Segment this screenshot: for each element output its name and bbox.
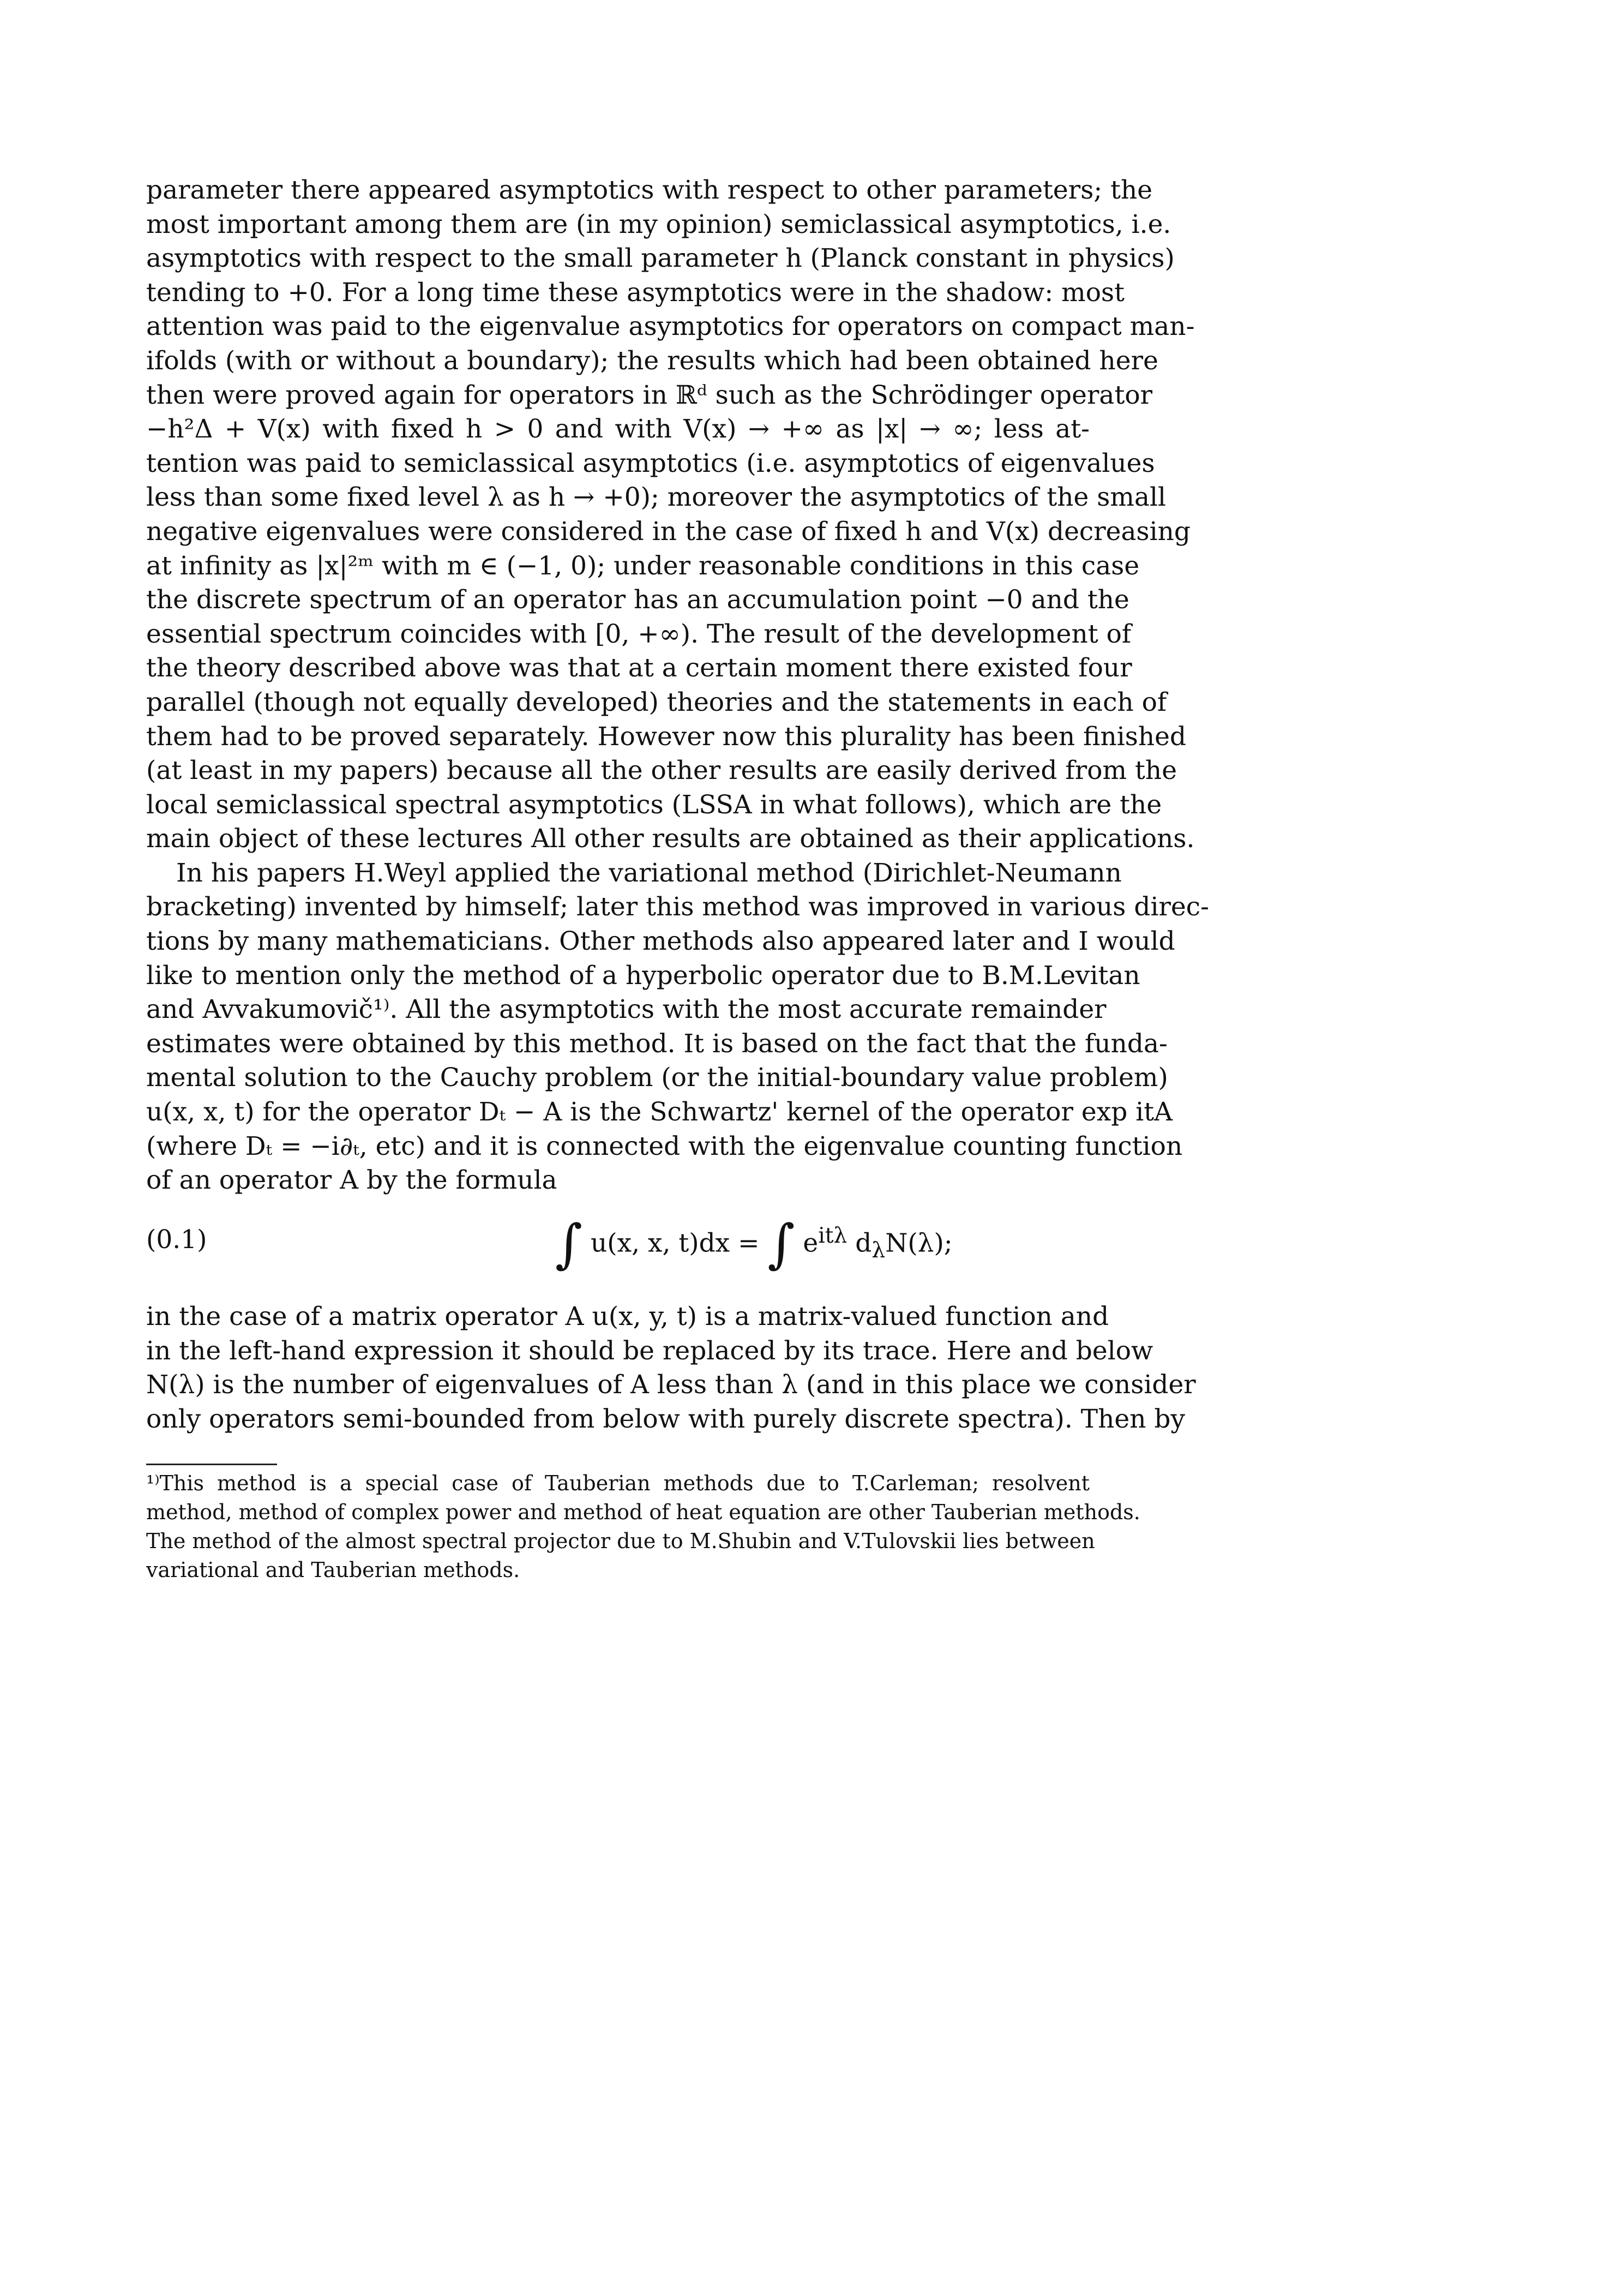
text-line: parameter there appeared asymptotics with respect to other parameters; the <box>146 175 1153 205</box>
text-line: the discrete spectrum of an operator has an accumulation point −0 and the <box>146 585 1129 615</box>
text-line: at infinity as |x|²ᵐ with m ∈ (−1, 0); under reasonable conditions in this case <box>146 550 1140 581</box>
text-line: N(λ) is the number of eigenvalues of A less than λ (and in this place we consider <box>146 1370 1196 1400</box>
text-line: attention was paid to the eigenvalue asymptotics for operators on compact man- <box>146 311 1195 342</box>
text-line: then were proved again for operators in ℝᵈ such as the Schrödinger operator <box>146 380 1153 410</box>
equation-body <box>555 1213 953 1274</box>
text-line: parallel (though not equally developed) theories and the statements in each of <box>146 687 1167 717</box>
footnote-line: ¹⁾This method is a special case of Tauberian methods due to T.Carleman; resolvent <box>146 1471 1090 1495</box>
footnote <box>146 1469 1140 1585</box>
text-line: main object of these lectures All other results are obtained as their applications. <box>146 824 1195 854</box>
text-line: (where Dₜ = −i∂ₜ, etc) and it is connected with the eigenvalue counting function <box>146 1131 1183 1161</box>
footnote-line: The method of the almost spectral projector due to M.Shubin and V.Tulovskii lies between <box>146 1529 1095 1553</box>
text-line: most important among them are (in my opinion) semiclassical asymptotics, i.e. <box>146 209 1171 239</box>
text-line: mental solution to the Cauchy problem (or the initial-boundary value problem) <box>146 1063 1168 1093</box>
footnote-line: variational and Tauberian methods. <box>146 1558 520 1582</box>
text-line: essential spectrum coincides with [0, +∞). The result of the development of <box>146 619 1132 649</box>
equation-exp-sup: itλ <box>818 1224 847 1248</box>
text-line: asymptotics with respect to the small parameter h (Planck constant in physics) <box>146 243 1175 274</box>
text-line: of an operator A by the formula <box>146 1165 557 1196</box>
text-line: in the left-hand expression it should be replaced by its trace. Here and below <box>146 1335 1153 1366</box>
footnote-line: method, method of complex power and method of heat equation are other Tauberian methods. <box>146 1500 1140 1524</box>
equation-number: (0.1) <box>146 1225 207 1255</box>
text-line: only operators semi-bounded from below with purely discrete spectra). Then by <box>146 1404 1186 1434</box>
equation-lhs: u(x, x, t)dx = <box>590 1228 760 1258</box>
equation-tail: N(λ); <box>885 1228 953 1258</box>
paragraph-3 <box>146 1300 1196 1436</box>
text-line: the theory described above was that at a certain moment there existed four <box>146 653 1132 684</box>
text-line: less than some fixed level λ as h → +0); moreover the asymptotics of the small <box>146 482 1167 513</box>
text-line: like to mention only the method of a hyperbolic operator due to B.M.Levitan <box>146 960 1140 991</box>
equation-0-1 <box>146 1208 1090 1274</box>
text-line: ifolds (with or without a boundary); the results which had been obtained here <box>146 345 1158 376</box>
integral-sign: ∫ <box>555 1213 583 1274</box>
text-line: them had to be proved separately. However now this plurality has been finished <box>146 721 1187 752</box>
text-line: in the case of a matrix operator A u(x, y, t) is a matrix-valued function and <box>146 1302 1109 1332</box>
text-line: tention was paid to semiclassical asymptotics (i.e. asymptotics of eigenvalues <box>146 448 1155 478</box>
paragraph-1 <box>146 173 1209 1198</box>
equation-exp-base: e <box>803 1228 819 1258</box>
text-line: −h²Δ + V(x) with fixed h > 0 and with V(x) → +∞ as |x| → ∞; less at- <box>146 414 1090 445</box>
integral-sign: ∫ <box>767 1213 795 1274</box>
text-line: local semiclassical spectral asymptotics (LSSA in what follows), which are the <box>146 789 1162 820</box>
text-line: negative eigenvalues were considered in the case of fixed h and V(x) decreasing <box>146 516 1191 547</box>
text-line: (at least in my papers) because all the other results are easily derived from the <box>146 756 1177 786</box>
text-line: and Avvakumovič¹⁾. All the asymptotics with the most accurate remainder <box>146 994 1107 1025</box>
text-line: estimates were obtained by this method. It is based on the fact that the funda- <box>146 1028 1168 1059</box>
equation-diff-sub: λ <box>871 1238 886 1263</box>
text-line: In his papers H.Weyl applied the variational method (Dirichlet-Neumann <box>176 858 1122 888</box>
text-line: tending to +0. For a long time these asymptotics were in the shadow: most <box>146 277 1125 308</box>
footnote-rule <box>146 1464 277 1465</box>
text-line: bracketing) invented by himself; later this method was improved in various direc- <box>146 892 1209 922</box>
equation-diff: d <box>855 1228 872 1258</box>
text-line: tions by many mathematicians. Other methods also appeared later and I would <box>146 926 1175 957</box>
text-line: u(x, x, t) for the operator Dₜ − A is the Schwartz' kernel of the operator exp itA <box>146 1097 1173 1128</box>
